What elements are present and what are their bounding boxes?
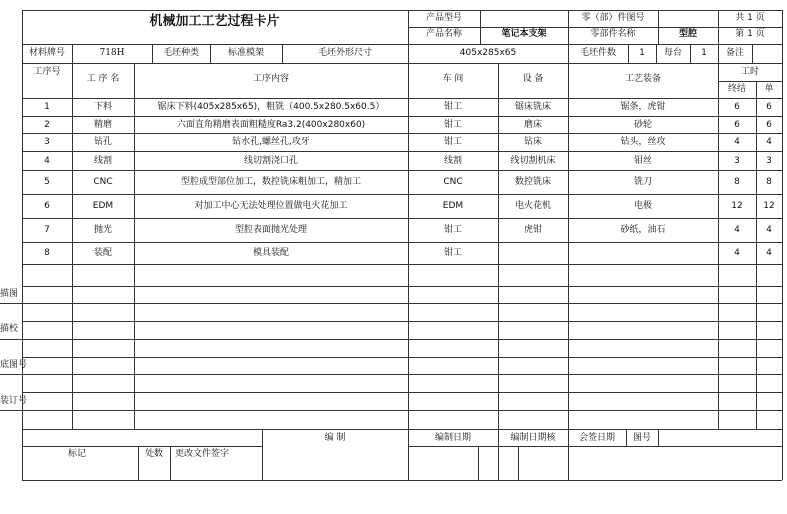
grid-line — [22, 446, 262, 447]
grid-line — [22, 357, 782, 358]
page-number: 第 1 页 — [735, 29, 765, 39]
row-seq[interactable]: 1 — [44, 102, 50, 112]
product-name-value[interactable]: 笔记本支架 — [501, 29, 547, 39]
blank-count-value[interactable]: 1 — [639, 48, 645, 58]
row-seq[interactable]: 6 — [44, 201, 50, 211]
grid-line — [518, 446, 519, 480]
row-equipment[interactable]: 数控铣床 — [514, 177, 551, 187]
row-workshop[interactable]: 钳工 — [443, 137, 462, 147]
grid-line — [22, 429, 782, 430]
grid-line — [0, 374, 22, 375]
footer-mark: 标记 — [67, 449, 86, 459]
row-hours-unit[interactable]: 4 — [766, 248, 772, 258]
row-hours-unit[interactable]: 6 — [766, 102, 772, 112]
grid-line — [478, 446, 479, 480]
row-hours-prep[interactable]: 4 — [734, 248, 740, 258]
row-hours-prep[interactable]: 4 — [734, 225, 740, 235]
grid-line — [498, 63, 499, 429]
row-seq[interactable]: 7 — [44, 225, 50, 235]
row-hours-prep[interactable]: 4 — [734, 137, 740, 147]
footer-countersign-date: 会签日期 — [578, 433, 615, 443]
footer-count: 处数 — [144, 449, 163, 459]
row-equipment[interactable]: 锯床铣床 — [514, 102, 551, 112]
part-name-label: 零部件名称 — [590, 29, 636, 39]
header-workshop: 车 间 — [442, 74, 464, 84]
blank-type-label: 毛坯种类 — [162, 48, 199, 58]
row-name[interactable]: 下料 — [93, 102, 112, 112]
row-name[interactable]: 精磨 — [93, 120, 112, 130]
row-content[interactable]: 型腔表面抛光处理 — [234, 225, 307, 235]
row-tooling[interactable]: 钼丝 — [633, 156, 652, 166]
grid-line — [408, 63, 409, 429]
row-equipment[interactable]: 电火花机 — [514, 201, 551, 211]
frame-top — [22, 10, 782, 11]
row-name[interactable]: 装配 — [93, 248, 112, 258]
grid-line — [22, 321, 782, 322]
header-seq: 工序号 — [33, 67, 61, 77]
per-unit-value[interactable]: 1 — [701, 48, 707, 58]
row-hours-prep[interactable]: 6 — [734, 120, 740, 130]
header-hours: 工时 — [740, 67, 759, 77]
row-hours-unit[interactable]: 3 — [766, 156, 772, 166]
row-seq[interactable]: 2 — [44, 120, 50, 130]
grid-line — [22, 410, 782, 411]
row-content[interactable]: 六面直角精磨表面粗糙度Ra3.2(400x280x60) — [176, 120, 366, 130]
footer-compile: 编 制 — [324, 433, 346, 443]
row-workshop[interactable]: 钳工 — [443, 102, 462, 112]
blank-count-label: 毛坯件数 — [579, 48, 616, 58]
row-hours-prep[interactable]: 12 — [731, 201, 743, 211]
grid-line — [134, 63, 135, 429]
frame-bottom — [22, 480, 782, 481]
header-hours-prep: 终结 — [727, 84, 746, 94]
row-workshop[interactable]: CNC — [443, 177, 463, 187]
grid-line — [718, 81, 782, 82]
material-grade-label: 材料牌号 — [28, 48, 65, 58]
header-name: 工 序 名 — [86, 74, 120, 84]
row-equipment[interactable]: 钻床 — [523, 137, 542, 147]
header-content: 工序内容 — [252, 74, 289, 84]
row-tooling[interactable]: 钻头，丝攻 — [620, 137, 666, 147]
row-content[interactable]: 模具装配 — [252, 248, 289, 258]
grid-line — [22, 374, 782, 375]
card-title: 机械加工工艺过程卡片 — [149, 14, 280, 29]
part-drawing-label: 零（部）件图号 — [581, 13, 645, 23]
grid-line — [22, 264, 782, 265]
row-tooling[interactable]: 砂轮 — [633, 120, 652, 130]
grid-line — [22, 63, 782, 64]
row-workshop[interactable]: EDM — [442, 201, 464, 211]
grid-line — [22, 98, 782, 99]
grid-line — [752, 44, 753, 63]
row-tooling[interactable]: 电极 — [633, 201, 652, 211]
row-tooling[interactable]: 砂纸，油石 — [620, 225, 666, 235]
grid-line — [22, 44, 782, 45]
grid-line — [22, 170, 782, 171]
grid-line — [170, 446, 171, 480]
grid-line — [22, 133, 782, 134]
grid-line — [72, 63, 73, 429]
row-hours-prep[interactable]: 8 — [734, 177, 740, 187]
grid-line — [22, 392, 782, 393]
grid-line — [22, 116, 782, 117]
row-equipment[interactable]: 虎钳 — [523, 225, 542, 235]
grid-line — [22, 242, 782, 243]
row-tooling[interactable]: 铣刀 — [633, 177, 652, 187]
header-equipment: 设 备 — [522, 74, 544, 84]
row-workshop[interactable]: 钳工 — [443, 225, 462, 235]
row-hours-unit[interactable]: 12 — [763, 201, 775, 211]
product-name-label: 产品名称 — [425, 29, 462, 39]
grid-line — [22, 151, 782, 152]
row-workshop[interactable]: 线割 — [443, 156, 462, 166]
footer-compile-date: 编制日期 — [434, 433, 471, 443]
row-hours-unit[interactable]: 8 — [766, 177, 772, 187]
row-name[interactable]: 钻孔 — [93, 137, 112, 147]
grid-line — [22, 339, 782, 340]
row-tooling[interactable]: 锯条，虎钳 — [620, 102, 666, 112]
grid-line — [658, 429, 659, 446]
row-seq[interactable]: 4 — [44, 156, 50, 166]
row-hours-unit[interactable]: 4 — [766, 225, 772, 235]
total-pages: 共 1 页 — [735, 13, 765, 23]
material-grade-value[interactable]: 718H — [99, 48, 125, 58]
row-hours-prep[interactable]: 6 — [734, 102, 740, 112]
side-label-tracing: 描图 — [0, 289, 19, 299]
row-content[interactable]: 钻水孔,螺丝孔,攻牙 — [232, 137, 310, 147]
footer-review-date: 编制日期核 — [510, 433, 556, 443]
side-label-tracing-check: 描校 — [0, 324, 19, 334]
blank-size-label: 毛坯外形尺寸 — [317, 48, 372, 58]
grid-line — [22, 218, 782, 219]
row-name[interactable]: 抛光 — [93, 225, 112, 235]
row-content[interactable]: 对加工中心无法处理位置做电火花加工 — [194, 201, 348, 211]
row-name[interactable]: EDM — [92, 201, 114, 211]
row-seq[interactable]: 3 — [44, 137, 50, 147]
grid-line — [22, 303, 782, 304]
row-equipment[interactable]: 线切割机床 — [510, 156, 556, 166]
row-seq[interactable]: 5 — [44, 177, 50, 187]
row-seq[interactable]: 8 — [44, 248, 50, 258]
header-tooling: 工艺装备 — [624, 74, 661, 84]
header-hours-unit: 单 — [764, 84, 774, 94]
side-label-base-drawing: 底图号 — [0, 360, 28, 370]
grid-line — [0, 339, 22, 340]
footer-change-doc: 更改文件签字 — [175, 449, 230, 459]
row-content[interactable]: 线切割浇口孔 — [243, 156, 298, 166]
grid-line — [0, 303, 22, 304]
grid-line — [568, 63, 569, 429]
row-name[interactable]: CNC — [93, 177, 113, 187]
row-workshop[interactable]: 钳工 — [443, 248, 462, 258]
row-workshop[interactable]: 钳工 — [443, 120, 462, 130]
part-name-value[interactable]: 型腔 — [678, 29, 697, 39]
remarks-label: 备注 — [725, 48, 744, 58]
grid-line — [22, 286, 782, 287]
row-hours-unit[interactable]: 4 — [766, 137, 772, 147]
side-label-binding: 装订号 — [0, 396, 28, 406]
product-model-label: 产品型号 — [425, 13, 462, 23]
row-content[interactable]: 型腔成型部位加工，数控铣床粗加工，精加工 — [180, 177, 361, 187]
row-content[interactable]: 锯床下料(405x285x65)，粗铣（400.5x280.5x60.5） — [157, 102, 385, 112]
blank-type-value[interactable]: 标准模架 — [227, 48, 264, 58]
grid-line — [138, 446, 139, 480]
grid-line — [718, 63, 719, 429]
grid-line — [0, 410, 22, 411]
row-hours-prep[interactable]: 3 — [734, 156, 740, 166]
blank-size-value[interactable]: 405x285x65 — [459, 48, 517, 58]
row-hours-unit[interactable]: 6 — [766, 120, 772, 130]
per-unit-label: 每台 — [663, 48, 682, 58]
grid-line — [408, 446, 782, 447]
footer-drawing-no: 图号 — [632, 433, 651, 443]
row-name[interactable]: 线割 — [93, 156, 112, 166]
row-equipment[interactable]: 磨床 — [523, 120, 542, 130]
frame-right — [782, 10, 783, 480]
grid-line — [22, 194, 782, 195]
